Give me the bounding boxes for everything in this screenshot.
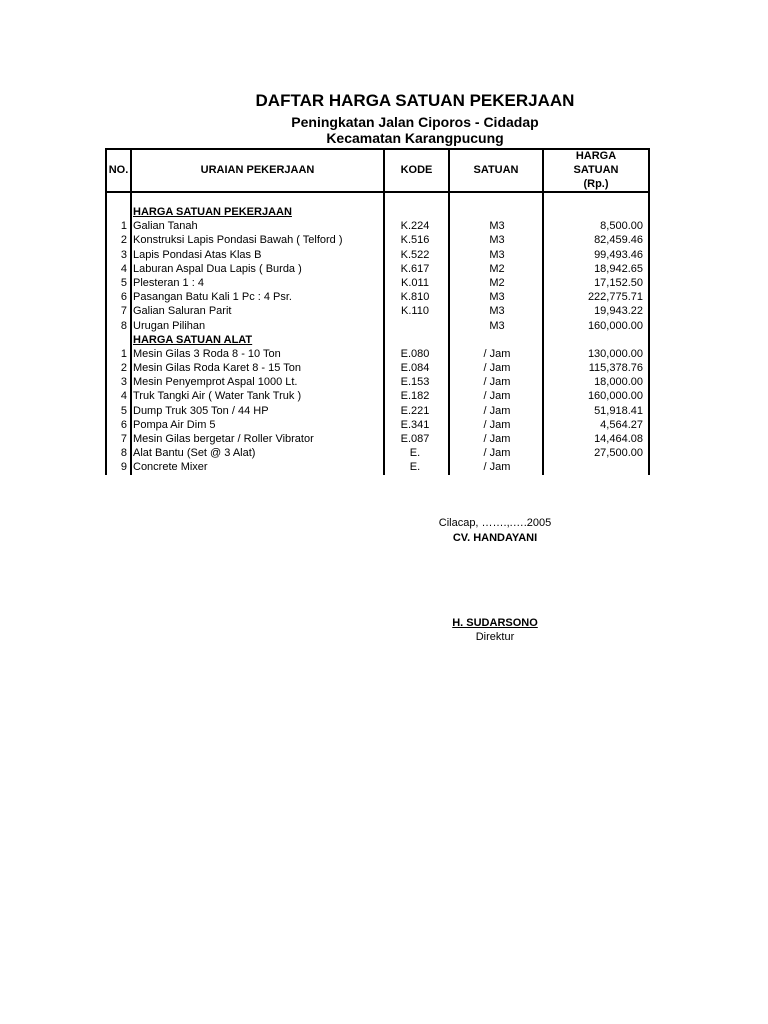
price-table: [105, 148, 650, 475]
row-description: Mesin Penyemprot Aspal 1000 Lt.: [133, 376, 298, 389]
section-heading-pekerjaan: [105, 205, 650, 219]
row-price: 19,943.22: [594, 305, 643, 318]
row-description: Pompa Air Dim 5: [133, 418, 216, 431]
row-code: E.341: [400, 418, 430, 431]
row-code: K.224: [400, 220, 430, 233]
row-unit: / Jam: [483, 362, 511, 375]
row-number: 5: [120, 276, 127, 289]
row-description: Mesin Gilas Roda Karet 8 - 15 Ton: [133, 362, 301, 375]
signer-name: H. SUDARSONO: [452, 617, 538, 629]
row-description: Galian Saluran Parit: [133, 305, 232, 318]
section-alat-rows: [105, 347, 650, 475]
table-row: [105, 404, 650, 418]
document-subtitle-project: Peningkatan Jalan Ciporos - Cidadap: [291, 114, 539, 130]
row-number: 5: [120, 404, 127, 417]
table-row: [105, 446, 650, 460]
table-row: [105, 347, 650, 361]
row-price: 27,500.00: [594, 447, 643, 460]
row-price: 18,942.65: [594, 262, 643, 275]
row-code: K.522: [400, 248, 430, 261]
row-code: E.087: [400, 433, 430, 445]
row-code: E.: [409, 447, 421, 460]
row-unit: M3: [489, 220, 505, 233]
row-number: 8: [120, 447, 127, 460]
row-description: Galian Tanah: [133, 220, 198, 233]
row-code: E.153: [400, 376, 430, 389]
row-code: K.110: [401, 305, 429, 318]
row-code: K.617: [400, 262, 430, 275]
table-row: [105, 219, 650, 233]
row-price: 130,000.00: [587, 347, 643, 360]
row-unit: / Jam: [483, 404, 511, 417]
row-number: 3: [120, 248, 127, 261]
header-uraian: URAIAN PEKERJAAN: [200, 163, 315, 176]
header-harga-line3: (Rp.): [583, 177, 609, 190]
table-row: [105, 319, 650, 333]
table-header-border: [105, 191, 650, 193]
section-title: HARGA SATUAN ALAT: [133, 333, 253, 346]
section-pekerjaan-rows: [105, 219, 650, 333]
table-row: [105, 418, 650, 432]
row-code: E.221: [400, 404, 430, 417]
row-description: Mesin Gilas bergetar / Roller Vibrator: [133, 433, 314, 445]
row-description: Pasangan Batu Kali 1 Pc : 4 Psr.: [133, 291, 292, 304]
table-row: [105, 375, 650, 389]
header-satuan: SATUAN: [473, 163, 519, 176]
row-unit: M2: [489, 276, 505, 289]
row-number: 6: [120, 418, 127, 431]
header-no: NO.: [108, 163, 129, 176]
row-description: Konstruksi Lapis Pondasi Bawah ( Telford ): [133, 234, 343, 247]
row-price: 14,464.08: [594, 433, 643, 445]
row-unit: M3: [489, 248, 505, 261]
document-title: DAFTAR HARGA SATUAN PEKERJAAN: [255, 91, 575, 110]
row-price: 99,493.46: [594, 248, 643, 261]
row-unit: / Jam: [483, 418, 511, 431]
row-number: 9: [120, 461, 127, 474]
header-harga-line1: HARGA: [575, 149, 617, 162]
row-code: K.011: [401, 276, 429, 289]
table-row: [105, 290, 650, 304]
row-unit: / Jam: [483, 433, 511, 445]
table-row: [105, 276, 650, 290]
row-description: Plesteran 1 : 4: [133, 276, 204, 289]
table-row: [105, 304, 650, 318]
document-subtitle-district: Kecamatan Karangpucung: [326, 130, 504, 146]
row-unit: / Jam: [483, 390, 511, 403]
table-row: [105, 389, 650, 403]
table-row: [105, 460, 650, 474]
row-code: E.182: [400, 390, 430, 403]
row-price: 160,000.00: [587, 390, 643, 403]
row-description: Mesin Gilas 3 Roda 8 - 10 Ton: [133, 347, 281, 360]
table-row: [105, 233, 650, 247]
row-code: K.810: [400, 291, 430, 304]
table-row: [105, 361, 650, 375]
section-title: HARGA SATUAN PEKERJAAN: [133, 206, 292, 218]
table-row: [105, 248, 650, 262]
header-kode: KODE: [400, 163, 433, 176]
section-heading-alat: [105, 333, 650, 347]
row-price: 8,500.00: [600, 220, 643, 233]
row-unit: / Jam: [483, 347, 511, 360]
row-description: Dump Truk 305 Ton / 44 HP: [133, 404, 269, 417]
row-number: 3: [120, 376, 127, 389]
row-price: 18,000.00: [594, 376, 643, 389]
row-number: 1: [120, 220, 127, 233]
row-number: 2: [120, 234, 127, 247]
row-description: Concrete Mixer: [133, 461, 208, 474]
row-number: 1: [120, 347, 127, 360]
row-number: 7: [120, 305, 127, 318]
header-harga-line2: SATUAN: [573, 163, 619, 176]
row-code: E.084: [400, 362, 430, 375]
row-description: Truk Tangki Air ( Water Tank Truk ): [133, 390, 302, 403]
row-code: K.516: [400, 234, 430, 247]
row-number: 2: [120, 362, 127, 375]
row-code: E.: [409, 461, 421, 474]
row-number: 8: [120, 319, 127, 332]
row-description: Alat Bantu (Set @ 3 Alat): [133, 447, 256, 460]
row-unit: M3: [489, 319, 505, 332]
company-name: CV. HANDAYANI: [452, 532, 538, 544]
table-row: [105, 262, 650, 276]
row-price: 160,000.00: [587, 319, 643, 332]
row-unit: / Jam: [483, 447, 511, 460]
row-code: E.080: [400, 347, 430, 360]
row-unit: / Jam: [483, 461, 511, 474]
row-price: 17,152.50: [594, 276, 643, 289]
row-number: 4: [120, 390, 127, 403]
row-unit: / Jam: [483, 376, 511, 389]
row-number: 4: [120, 262, 127, 275]
row-unit: M3: [489, 291, 505, 304]
row-number: 6: [120, 291, 127, 304]
header-harga: [544, 148, 648, 191]
signer-role: Direktur: [475, 631, 515, 643]
row-price: 222,775.71: [587, 291, 643, 304]
row-description: Lapis Pondasi Atas Klas B: [133, 248, 262, 261]
place-date: Cilacap, …….,.….2005: [438, 517, 552, 529]
row-unit: M3: [489, 305, 505, 318]
table-row: [105, 432, 650, 446]
table-body: [105, 205, 650, 475]
row-price: 115,378.76: [588, 362, 643, 375]
row-description: Urugan Pilihan: [133, 319, 206, 332]
row-price: 4,564.27: [600, 418, 643, 431]
row-price: 82,459.46: [594, 234, 643, 247]
row-unit: M3: [489, 234, 505, 247]
row-description: Laburan Aspal Dua Lapis ( Burda ): [133, 262, 302, 275]
row-unit: M2: [489, 262, 505, 275]
row-number: 7: [120, 433, 127, 445]
row-price: 51,918.41: [594, 404, 643, 417]
